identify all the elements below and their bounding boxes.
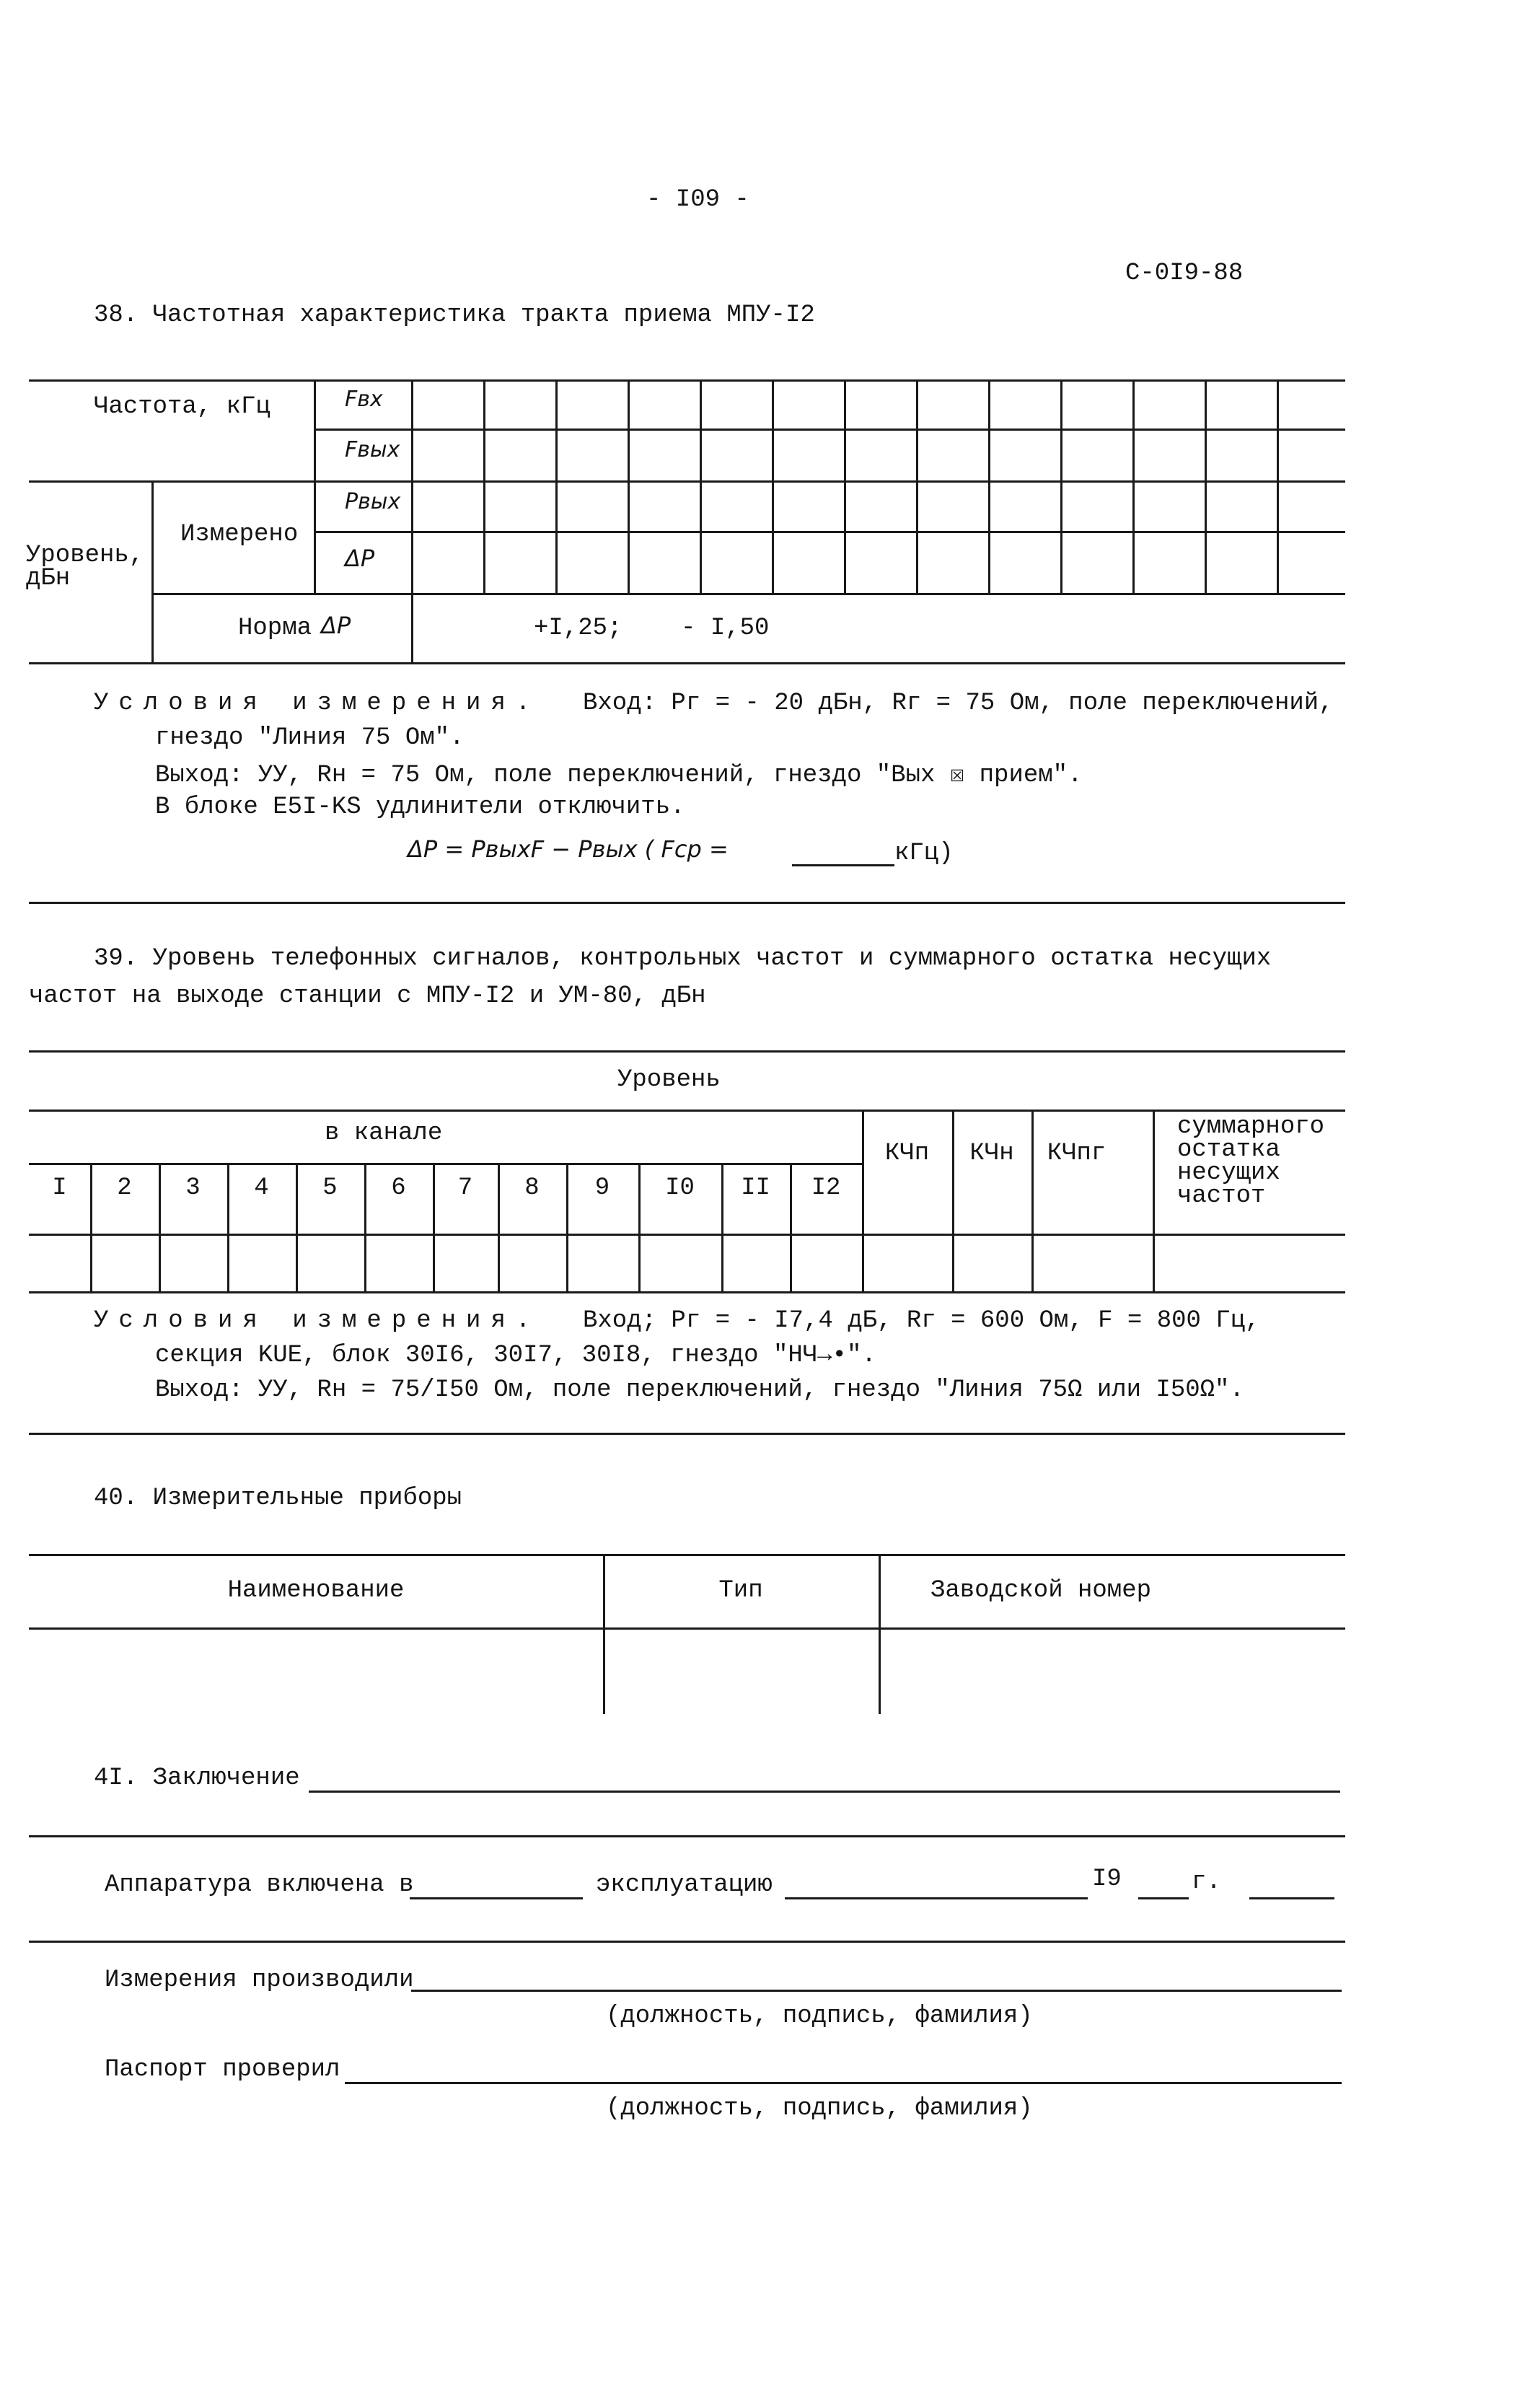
conditions-input-39: Вход; Pг = - I7,4 дБ, Rг = 600 Ом, F = 800 Гц, [583, 1307, 1260, 1335]
page-number: - I09 - [646, 186, 749, 214]
channel-4: 4 [254, 1174, 269, 1202]
channel-11: II [741, 1174, 770, 1202]
channel-5: 5 [322, 1174, 338, 1202]
measured-by-blank[interactable] [411, 1990, 1342, 1992]
conditions-block: В блоке E5I-KS удлинители отключить. [155, 794, 685, 821]
channel-1: I [52, 1174, 67, 1202]
checked-by-label: Паспорт проверил [105, 2056, 340, 2083]
symbol-delta-p: ΔP [345, 545, 375, 572]
commissioned-blank-1[interactable] [410, 1897, 583, 1899]
channel-2: 2 [117, 1174, 132, 1202]
kchp-header: КЧп [884, 1140, 930, 1167]
section-40-title: 40. Измерительные приборы [94, 1485, 462, 1512]
measured-by-label: Измерения производили [105, 1967, 414, 1994]
operation-label: эксплуатацию [596, 1871, 773, 1899]
conclusion-blank[interactable] [309, 1791, 1340, 1793]
symbol-f-in: Fвх [345, 387, 383, 412]
year-blank[interactable] [1138, 1897, 1189, 1899]
conditions-output: Выход: УУ, Rн = 75 Ом, поле переключений, гнездо "Вых ☒ прием". [155, 762, 1083, 789]
symbol-f-out: Fвых [345, 437, 400, 462]
channel-9: 9 [594, 1174, 610, 1202]
conditions-heading-39: Условия измерения. [94, 1307, 541, 1335]
section-39-title: 39. Уровень телефонных сигналов, контрольных частот и суммарного остатка несущих [94, 945, 1272, 972]
position-signature-note-2: (должность, подпись, фамилия) [606, 2095, 1033, 2122]
frequency-label: Частота, кГц [94, 393, 270, 421]
measured-label: Измерено [180, 521, 299, 548]
position-signature-note: (должность, подпись, фамилия) [606, 2003, 1033, 2030]
section-41-title: 4I. Заключение [94, 1765, 300, 1792]
channel-7: 7 [457, 1174, 473, 1202]
channel-8: 8 [524, 1174, 540, 1202]
column-name: Наименование [227, 1577, 405, 1604]
channel-12: I2 [811, 1174, 841, 1202]
checked-by-blank[interactable] [345, 2082, 1342, 2084]
year-suffix: г. [1192, 1868, 1221, 1896]
kchn-header: КЧн [969, 1140, 1014, 1167]
center-frequency-blank[interactable] [792, 844, 894, 866]
level-label: Уровень, дБн [26, 542, 144, 592]
section-38-title: 38. Частотная характеристика тракта приема МПУ-I2 [94, 302, 815, 329]
conditions-input-cont: гнездо "Линия 75 Ом". [155, 724, 465, 752]
commissioned-label: Аппаратура включена в [105, 1871, 414, 1899]
conditions-input: Вход: Pг = - 20 дБн, Rг = 75 Ом, поле переключений, [583, 690, 1334, 717]
year-prefix: I9 [1092, 1866, 1122, 1893]
symbol-p-out: Pвых [345, 489, 401, 514]
norm-label: Норма [238, 615, 312, 642]
conditions-section-39: секция KUE, блок 30I6, 30I7, 30I8, гнездо "НЧ→•". [155, 1342, 876, 1369]
column-serial-number: Заводской номер [930, 1577, 1152, 1604]
kchpg-header: КЧпг [1047, 1140, 1106, 1167]
document-code: С-0I9-88 [1125, 260, 1244, 287]
commissioned-blank-3[interactable] [1249, 1897, 1334, 1899]
channel-6: 6 [391, 1174, 406, 1202]
channel-3: 3 [185, 1174, 201, 1202]
section-39-title-cont: частот на выходе станции с МПУ-I2 и УМ-80, дБн [29, 983, 706, 1010]
conditions-heading: Условия измерения. [94, 690, 541, 717]
conditions-output-39: Выход: УУ, Rн = 75/I50 Ом, поле переключений, гнездо "Линия 75Ω или I50Ω". [155, 1376, 1244, 1404]
delta-p-formula: ΔP = PвыхF − Pвых ( Fср = [408, 835, 729, 863]
channel-10: I0 [665, 1174, 695, 1202]
column-type: Тип [718, 1577, 763, 1604]
norm-value: +I,25; - I,50 [534, 615, 770, 642]
residual-header: суммарного остатка несущих частот [1177, 1113, 1325, 1210]
commissioned-blank-2[interactable] [785, 1897, 1088, 1899]
norm-symbol: ΔP [321, 612, 351, 639]
channel-header: в канале [325, 1120, 443, 1147]
formula-unit: кГц) [894, 840, 954, 867]
level-header: Уровень [617, 1066, 721, 1094]
